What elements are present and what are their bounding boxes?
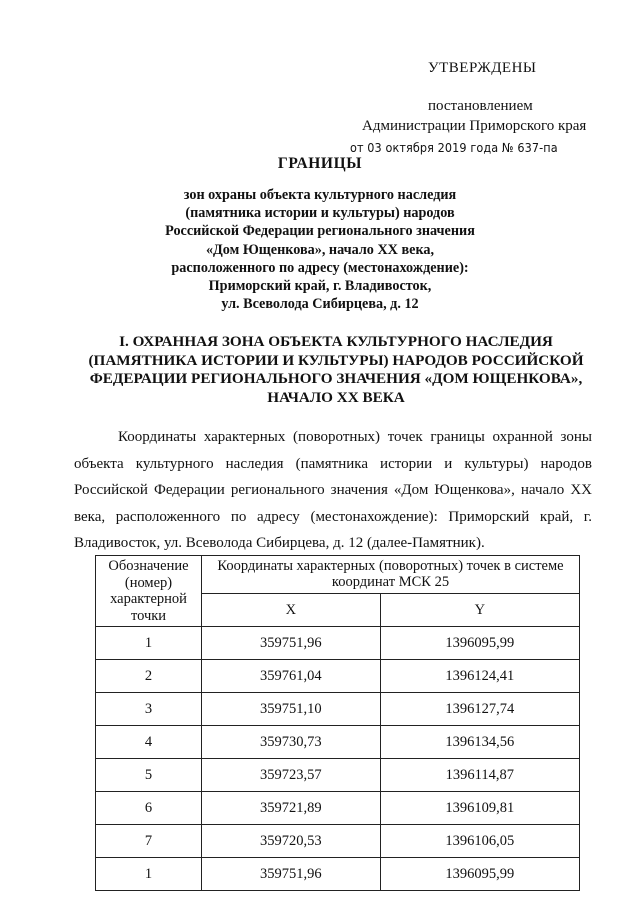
cell-point: 7 (96, 825, 202, 858)
subtitle-line: зон охраны объекта культурного наследия (183, 187, 457, 203)
approval-line-2: Администрации Приморского края (362, 118, 587, 134)
cell-x: 359730,73 (202, 726, 381, 759)
approval-line-1: постановлением (428, 98, 533, 114)
document-title: ГРАНИЦЫ (277, 155, 363, 172)
subtitle-line: Российской Федерации регионального значения (165, 223, 475, 240)
table-row (96, 858, 580, 891)
approval-line-3: от 03 октября 2019 года № 637-па (350, 140, 558, 155)
cell-point: 4 (96, 726, 202, 759)
cell-y: 1396095,99 (380, 858, 579, 891)
table-row (96, 726, 580, 759)
table-row (96, 825, 580, 858)
cell-x: 359720,53 (202, 825, 381, 858)
cell-point: 5 (96, 759, 202, 792)
section-title-line: ФЕДЕРАЦИИ РЕГИОНАЛЬНОГО ЗНАЧЕНИЯ «ДОМ ЮЩЕНКОВА», (89, 370, 583, 387)
subtitle-line: «Дом Ющенкова», начало XX века, (205, 241, 435, 258)
cell-point: 1 (96, 627, 202, 660)
cell-y: 1396134,56 (380, 726, 579, 759)
cell-point: 6 (96, 792, 202, 825)
cell-x: 359751,96 (202, 858, 381, 891)
section-title (0, 333, 640, 407)
header-y: Y (380, 593, 579, 626)
cell-point: 3 (96, 693, 202, 726)
document-subtitle (0, 186, 640, 313)
table-row (96, 627, 580, 660)
subtitle-line: ул. Всеволода Сибирцева, д. 12 (221, 296, 419, 313)
cell-point: 2 (96, 660, 202, 693)
table-row (96, 660, 580, 693)
cell-y: 1396106,05 (380, 825, 579, 858)
subtitle-line: Приморский край, г. Владивосток, (208, 278, 432, 295)
cell-x: 359761,04 (202, 660, 381, 693)
cell-x: 359721,89 (202, 792, 381, 825)
approval-block (300, 58, 600, 158)
table-row (96, 759, 580, 792)
cell-y: 1396127,74 (380, 693, 579, 726)
cell-x: 359751,96 (202, 627, 381, 660)
table-row (96, 693, 580, 726)
header-x: X (202, 593, 381, 626)
cell-y: 1396109,81 (380, 792, 579, 825)
approval-title: УТВЕРЖДЕНЫ (428, 60, 537, 76)
cell-y: 1396114,87 (380, 759, 579, 792)
cell-x: 359723,57 (202, 759, 381, 792)
coordinates-table (95, 555, 580, 891)
subtitle-line: (памятника истории и культуры) народов (185, 205, 455, 222)
cell-y: 1396095,99 (380, 627, 579, 660)
cell-point: 1 (96, 858, 202, 891)
header-point-number: Обозначение (номер) характерной точки (96, 556, 202, 627)
section-title-line: I. ОХРАННАЯ ЗОНА ОБЪЕКТА КУЛЬТУРНОГО НАСЛЕДИЯ (119, 333, 553, 350)
section-title-line: НАЧАЛО XX ВЕКА (267, 388, 405, 406)
cell-y: 1396124,41 (380, 660, 579, 693)
subtitle-line: расположенного по адресу (местонахождение): (171, 259, 469, 276)
coordinates-paragraph: Координаты характерных (поворотных) точек границы охранной зоны объекта культурного наследия (памятника истории и культуры) народов Российской Федерации регионального значения «Дом Ющенкова», начало XX века, расположенного по адресу (местонахождение): Приморский край, г. Владивосток, ул. Всеволода Сибирцева, д. 12 (далее-Памятник). (74, 429, 592, 551)
cell-x: 359751,10 (202, 693, 381, 726)
section-title-line: (ПАМЯТНИКА ИСТОРИИ И КУЛЬТУРЫ) НАРОДОВ РОССИЙСКОЙ (88, 351, 584, 369)
header-coordinates: Координаты характерных (поворотных) точек в системе координат МСК 25 (202, 556, 580, 594)
table-row (96, 792, 580, 825)
